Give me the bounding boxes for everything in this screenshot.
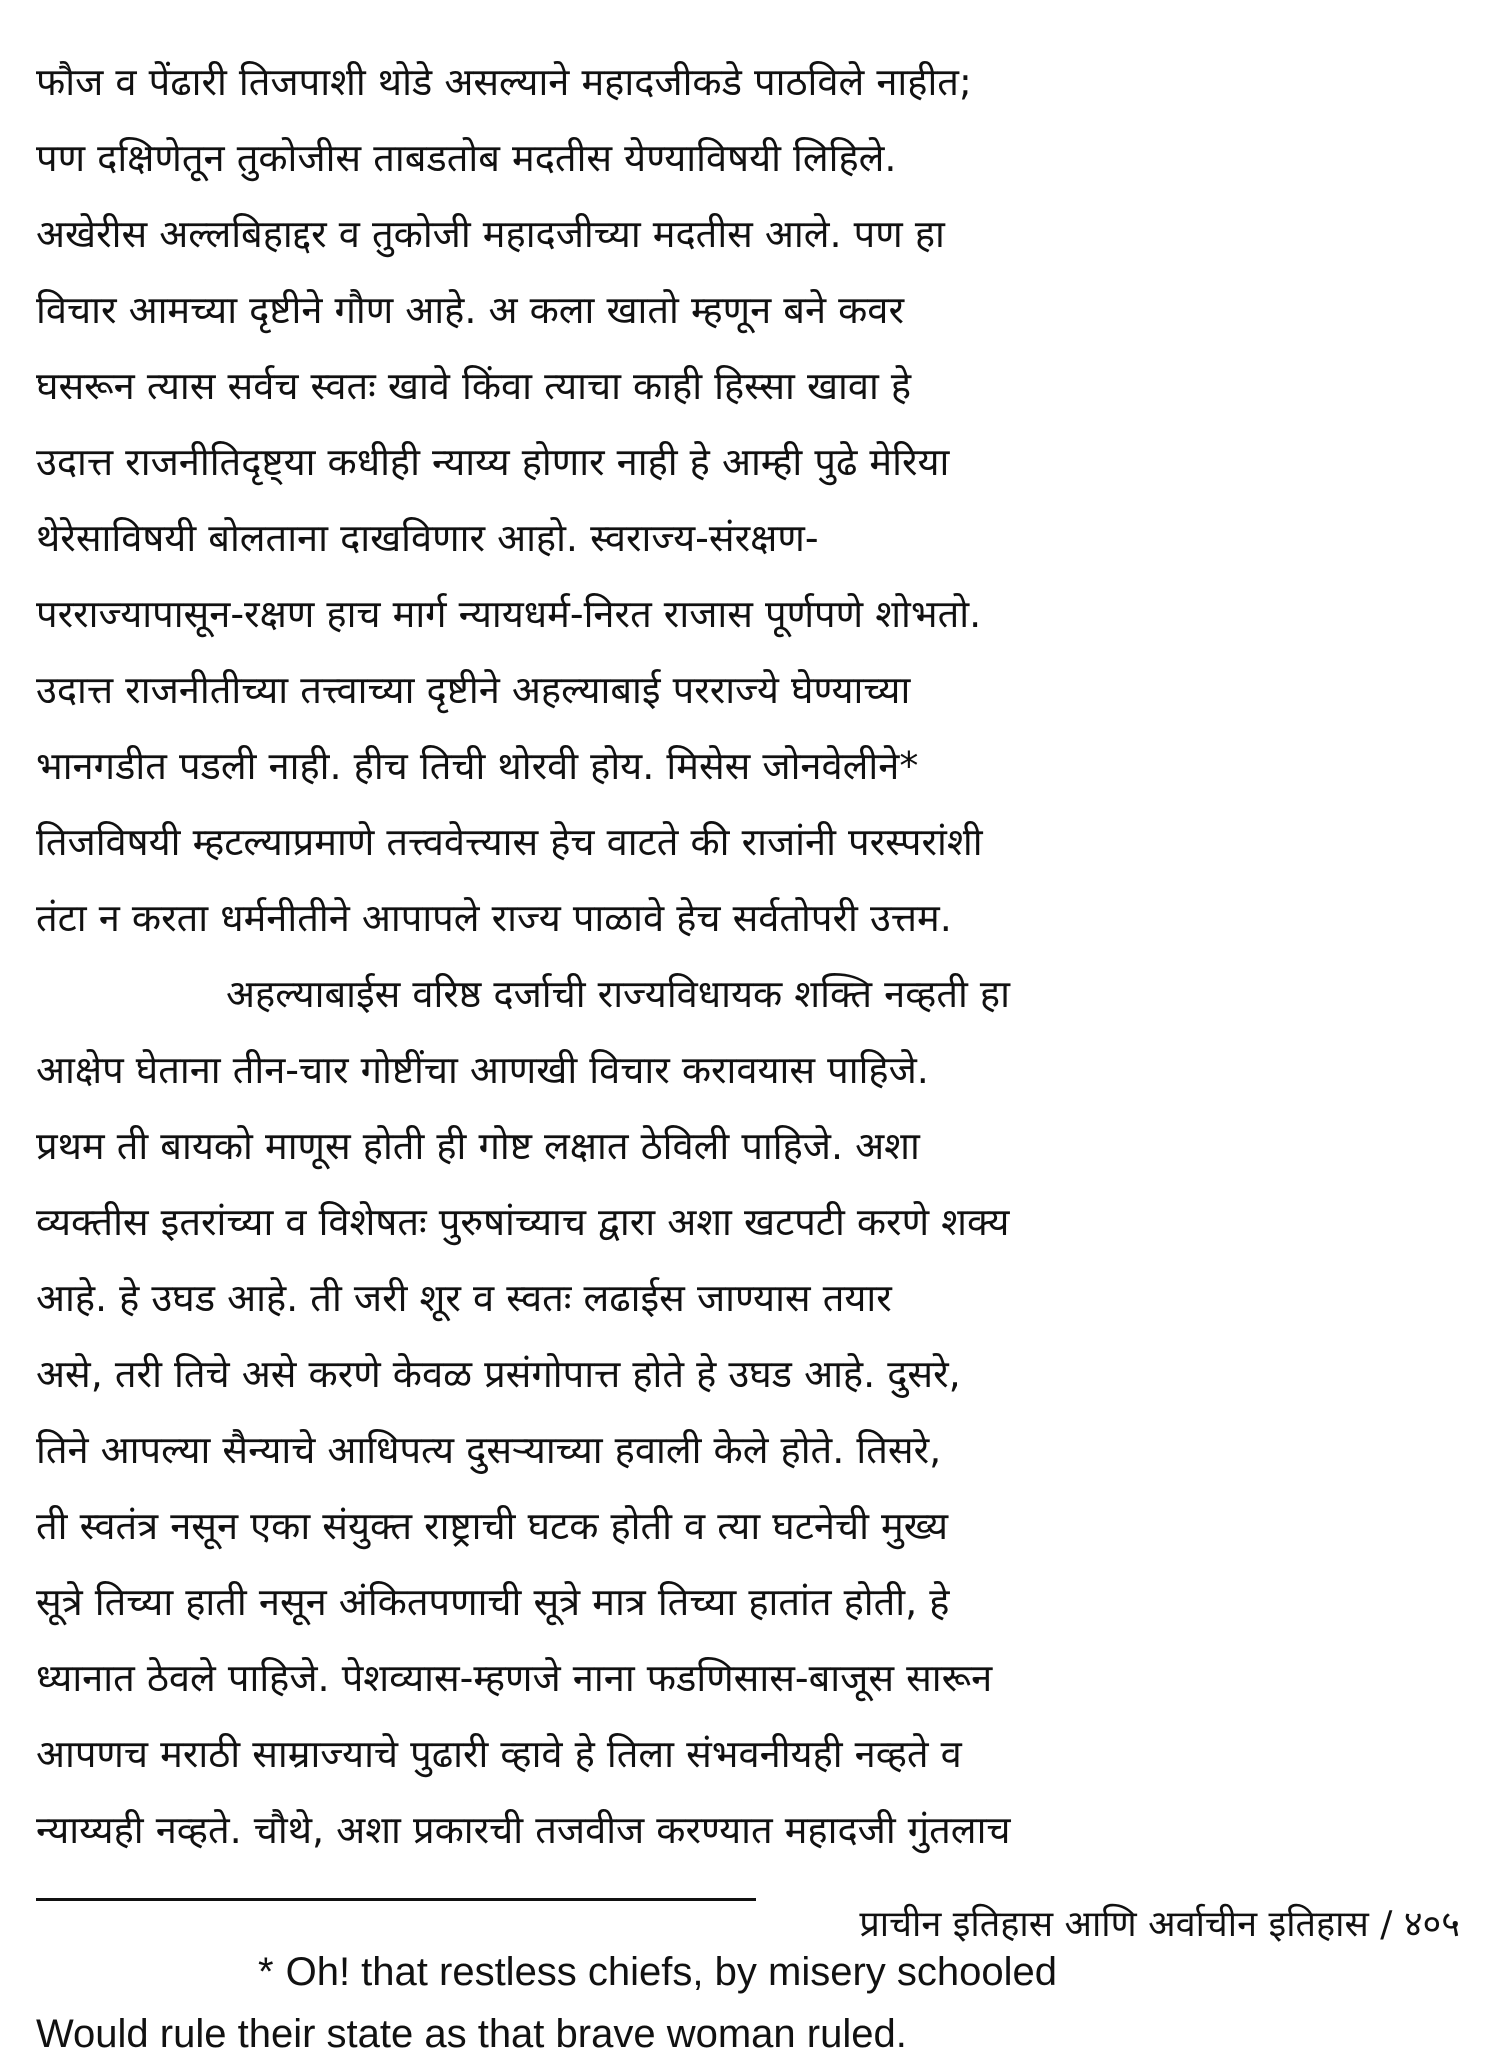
text-line: भानगडीत पडली नाही. हीच तिची थोरवी होय. मिसेस जोनवेलीने*	[36, 744, 919, 788]
text-line: आहे. हे उघड आहे. ती जरी शूर व स्वतः लढाईस जाण्यास तयार	[36, 1276, 892, 1320]
text-line: आपणच मराठी साम्राज्याचे पुढारी व्हावे हे तिला संभवनीयही नव्हते व	[36, 1732, 962, 1776]
text-line: ध्यानात ठेवले पाहिजे. पेशव्यास-म्हणजे नाना फडणिसास-बाजूस सारून	[36, 1656, 993, 1700]
body-text	[36, 44, 1460, 1868]
text-line: विचार आमच्या दृष्टीने गौण आहे. अ कला खातो म्हणून बने कवर	[36, 288, 904, 332]
text-line: प्रथम ती बायको माणूस होती ही गोष्ट लक्षात ठेविली पाहिजे. अशा	[36, 1124, 920, 1168]
footnote-line	[36, 1941, 1460, 2003]
text-line: आक्षेप घेताना तीन-चार गोष्टींचा आणखी विचार करावयास पाहिजे.	[36, 1048, 929, 1092]
text-line: पण दक्षिणेतून तुकोजीस ताबडतोब मदतीस येण्याविषयी लिहिले.	[36, 136, 897, 180]
text-line: व्यक्तीस इतरांच्या व विशेषतः पुरुषांच्याच द्वारा अशा खटपटी करणे शक्य	[36, 1200, 1010, 1244]
text-line: तंटा न करता धर्मनीतीने आपापले राज्य पाळावे हेच सर्वतोपरी उत्तम.	[36, 896, 952, 940]
text-line: अखेरीस अल्लबिहाद्दर व तुकोजी महादजीच्या मदतीस आले. पण हा	[36, 212, 945, 256]
footnote-divider	[36, 1898, 756, 1901]
text-line: ती स्वतंत्र नसून एका संयुक्त राष्ट्राची घटक होती व त्या घटनेची मुख्य	[36, 1504, 948, 1548]
text-line: परराज्यापासून-रक्षण हाच मार्ग न्यायधर्म-निरत राजास पूर्णपणे शोभतो.	[36, 592, 982, 636]
text-line: तिजविषयी म्हटल्याप्रमाणे तत्त्ववेत्त्यास हेच वाटते की राजांनी परस्परांशी	[36, 820, 983, 864]
text-line: असे, तरी तिचे असे करणे केवळ प्रसंगोपात्त होते हे उघड आहे. दुसरे,	[36, 1352, 961, 1396]
text-line: न्याय्यही नव्हते. चौथे, अशा प्रकारची तजवीज करण्यात महादजी गुंतलाच	[36, 1808, 1011, 1852]
footnote	[36, 1941, 1460, 2065]
text-line: तिने आपल्या सैन्याचे आधिपत्य दुसऱ्याच्या हवाली केले होते. तिसरे,	[36, 1428, 942, 1472]
text-line: घसरून त्यास सर्वच स्वतः खावे किंवा त्याचा काही हिस्सा खावा हे	[36, 364, 912, 408]
paragraph-start-line: अहल्याबाईस वरिष्ठ दर्जाची राज्यविधायक शक्ति नव्हती हा	[226, 972, 1010, 1016]
text-line: उदात्त राजनीतीच्या तत्त्वाच्या दृष्टीने अहल्याबाई परराज्ये घेण्याच्या	[36, 668, 911, 712]
text-line: उदात्त राजनीतिदृष्ट्या कधीही न्याय्य होणार नाही हे आम्ही पुढे मेरिया	[36, 440, 950, 484]
text-line: थेरेसाविषयी बोलताना दाखविणार आहो. स्वराज्य-संरक्षण-	[36, 516, 819, 560]
footnote-line: Would rule their state as that brave woman ruled.	[36, 2012, 907, 2056]
text-line: फौज व पेंढारी तिजपाशी थोडे असल्याने महादजीकडे पाठविले नाहीत;	[36, 60, 972, 104]
footnote-text: Oh! that restless chiefs, by misery schooled	[285, 1950, 1058, 1994]
text-line: सूत्रे तिच्या हाती नसून अंकितपणाची सूत्रे मात्र तिच्या हातांत होती, हे	[36, 1580, 950, 1624]
running-footer: प्राचीन इतिहास आणि अर्वाचीन इतिहास / ४०५	[859, 1904, 1460, 1945]
footnote-marker: *	[258, 1950, 274, 1994]
